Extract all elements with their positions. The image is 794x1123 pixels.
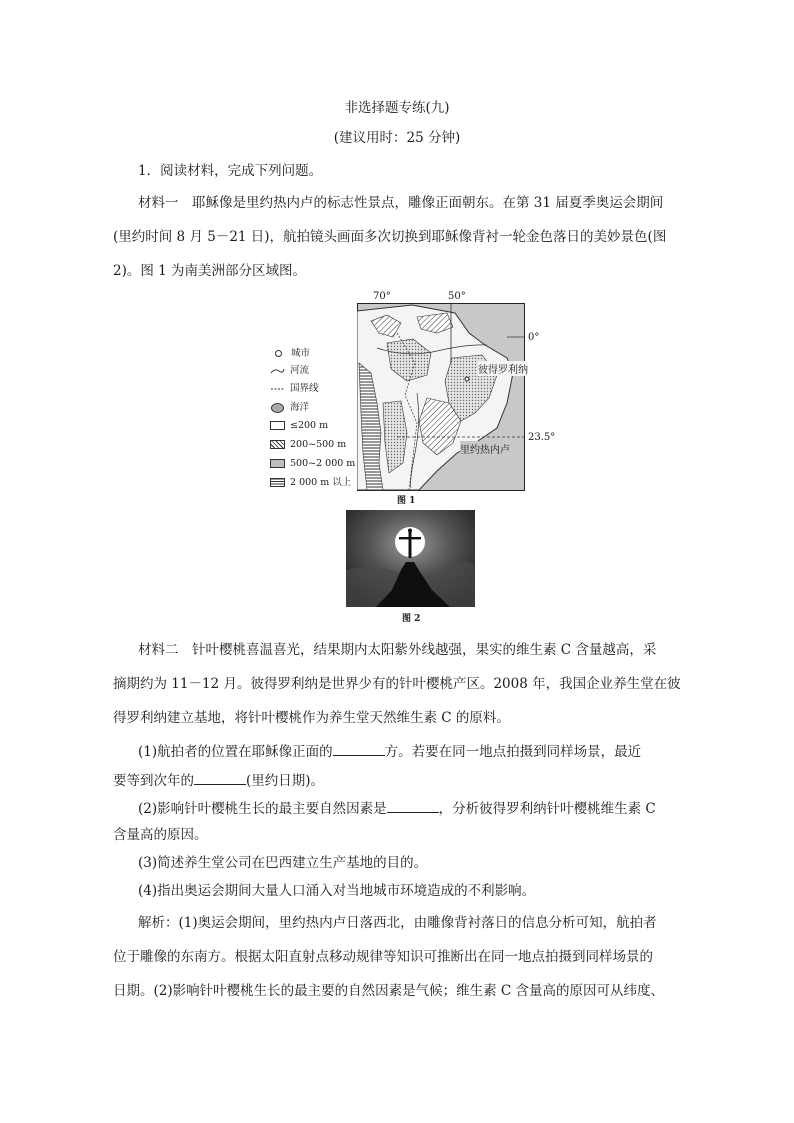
subquestion-1-line1: (1)航拍者的位置在耶稣像正面的 方。若要在同一地点拍摄到同样场景，最近	[138, 741, 708, 762]
lon-label-70: 70°	[373, 291, 391, 302]
answer-blank-3[interactable]	[387, 798, 439, 813]
analysis-line1: 解析：(1)奥运会期间，里约热内卢日落西北，由雕像背衬落日的信息分析可知，航拍者	[138, 915, 657, 931]
legend-item-500-2000: 500~2 000 m	[270, 458, 355, 470]
legend-item-2000-plus: 2 000 m 以上	[270, 477, 351, 489]
border-line-icon	[270, 385, 285, 393]
label-rio: 里约热内卢	[460, 441, 510, 456]
horizontal-hatch-icon	[270, 478, 285, 487]
legend-item-200-500: 200~500 m	[270, 439, 346, 451]
legend-item-lowland: ≤200 m	[270, 420, 328, 432]
subquestion-4: (4)指出奥运会期间大量人口涌入对当地城市环境造成的不利影响。	[138, 883, 536, 899]
south-america-map	[357, 303, 525, 491]
lat-label-0: 0°	[528, 332, 540, 343]
answer-blank-1[interactable]	[333, 741, 385, 756]
legend-item-river: 河流	[270, 365, 309, 377]
legend-item-city: 城市	[270, 348, 310, 360]
ocean-fill-icon	[271, 403, 284, 413]
page-subtitle: (建议用时：25 分钟)	[333, 130, 461, 146]
christ-statue-photo	[346, 510, 475, 607]
river-line-icon	[270, 367, 285, 375]
lat-label-23-5: 23.5°	[528, 432, 556, 443]
blank-fill-icon	[270, 421, 285, 430]
answer-blank-2[interactable]	[194, 770, 246, 785]
material2-line3: 得罗利纳建立基地，将针叶樱桃作为养生堂天然维生素 C 的原料。	[113, 710, 510, 726]
label-petrolina: 彼得罗利纳	[478, 361, 528, 376]
lon-label-50: 50°	[448, 291, 466, 302]
subquestion-2-line2: 含量高的原因。	[113, 827, 208, 843]
dotted-fill-icon	[270, 459, 285, 468]
material1-line1: 材料一 耶稣像是里约热内卢的标志性景点，雕像正面朝东。在第 31 届夏季奥运会期间	[138, 195, 664, 211]
analysis-line3: 日期。(2)影响针叶樱桃生长的最主要的自然因素是气候；维生素 C 含量高的原因可从纬度、	[113, 983, 665, 999]
subquestion-2-line1: (2)影响针叶樱桃生长的最主要自然因素是 ，分析彼得罗利纳针叶樱桃维生素 C	[138, 798, 708, 819]
question-intro: 1．阅读材料，完成下列问题。	[138, 163, 323, 179]
city-dot-icon	[275, 350, 282, 357]
subquestion-3: (3)简述养生堂公司在巴西建立生产基地的目的。	[138, 855, 428, 871]
material1-line2: (里约时间 8 月 5－21 日)，航拍镜头画面多次切换到耶稣像背衬一轮金色落日的美妙景色(图	[113, 229, 667, 245]
material2-line2: 摘期约为 11－12 月。彼得罗利纳是世界少有的针叶樱桃产区。2008 年，我国企业养生堂在彼	[113, 676, 681, 692]
material1-line3: 2)。图 1 为南美洲部分区域图。	[113, 263, 307, 279]
figure2-caption: 图 2	[402, 614, 421, 624]
page-title: 非选择题专练(九)	[344, 100, 450, 116]
subquestion-1-line2: 要等到次年的 (里约日期)。	[113, 770, 683, 791]
material2-line1: 材料二 针叶樱桃喜温喜光，结果期内太阳紫外线越强，果实的维生素 C 含量越高，采	[138, 642, 657, 658]
diagonal-hatch-icon	[270, 440, 285, 449]
analysis-line2: 位于雕像的东南方。根据太阳直射点移动规律等知识可推断出在同一地点拍摄到同样场景的	[113, 949, 653, 965]
figure1-caption: 图 1	[397, 496, 416, 506]
legend-item-border: 国界线	[270, 383, 319, 395]
legend-item-ocean: 海洋	[270, 402, 309, 414]
